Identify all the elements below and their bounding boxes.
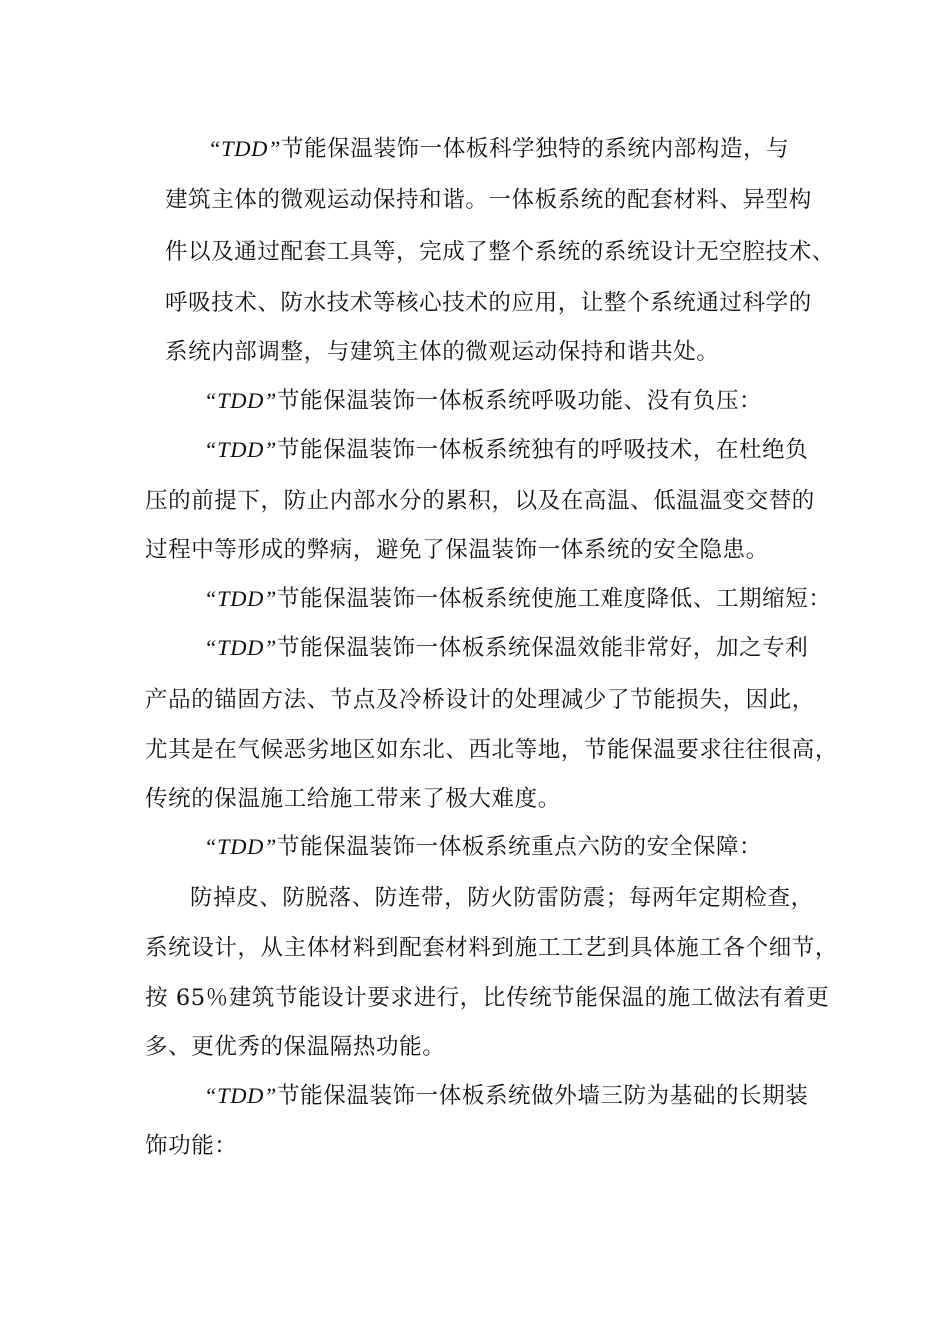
paragraph-3-line-3: 尤其是在气候恶劣地区如东北、西北等地，节能保温要求往往很高， [145, 737, 839, 763]
text-run: 节能保温装饰一体板科学独特的系统内部构造，与 [281, 136, 790, 162]
paragraph-4-line-2: 系统设计，从主体材料到配套材料到施工工艺到具体施工各个细节， [145, 935, 839, 961]
text-run: 节能保温装饰一体板系统呼吸功能、没有负压： [277, 388, 763, 414]
text-run: 节能保温装饰一体板系统做外墙三防为基础的长期装 [277, 1083, 809, 1109]
paragraph-3-line-1 [204, 632, 808, 664]
section-heading-3 [204, 831, 762, 863]
tdd-term: “TDD” [204, 1083, 278, 1108]
paragraph-1-line-1 [208, 133, 789, 165]
tdd-term: “TDD” [204, 834, 278, 859]
text-run: 节能保温装饰一体板系统使施工难度降低、工期缩短： [277, 586, 832, 612]
section-heading-2 [204, 583, 831, 615]
paragraph-4-line-3: 按 65％建筑节能设计要求进行，比传统节能保温的施工做法有着更 [145, 985, 830, 1011]
paragraph-1-line-4: 呼吸技术、防水技术等核心技术的应用，让整个系统通过科学的 [165, 290, 812, 316]
tdd-term: “TDD” [208, 136, 282, 161]
paragraph-1-line-3: 件以及通过配套工具等，完成了整个系统的系统设计无空腔技术、 [165, 239, 835, 265]
paragraph-3-line-2: 产品的锚固方法、节点及冷桥设计的处理减少了节能损失，因此， [145, 687, 815, 713]
paragraph-2-line-2: 压的前提下，防止内部水分的累积，以及在高温、低温温变交替的 [145, 488, 815, 514]
tdd-term: “TDD” [204, 635, 278, 660]
paragraph-4-line-1: 防掉皮、防脱落、防连带，防火防雷防震；每两年定期检查， [190, 885, 814, 911]
paragraph-1-line-5: 系统内部调整，与建筑主体的微观运动保持和谐共处。 [165, 339, 720, 365]
tdd-term: “TDD” [204, 437, 278, 462]
section-heading-4-line-1 [204, 1080, 808, 1112]
text-run: 节能保温装饰一体板系统独有的呼吸技术，在杜绝负 [277, 437, 809, 463]
paragraph-1-line-2: 建筑主体的微观运动保持和谐。一体板系统的配套材料、异型构 [165, 187, 812, 213]
paragraph-2-line-3: 过程中等形成的弊病，避免了保温装饰一体系统的安全隐患。 [145, 537, 769, 563]
paragraph-4-line-4: 多、更优秀的保温隔热功能。 [145, 1034, 446, 1060]
paragraph-2-line-1 [204, 434, 808, 466]
section-heading-4-line-2: 饰功能： [145, 1133, 238, 1159]
paragraph-3-line-4: 传统的保温施工给施工带来了极大难度。 [145, 786, 561, 812]
tdd-term: “TDD” [204, 586, 278, 611]
tdd-term: “TDD” [204, 388, 278, 413]
text-run: 节能保温装饰一体板系统重点六防的安全保障： [277, 834, 763, 860]
text-run: 节能保温装饰一体板系统保温效能非常好，加之专利 [277, 635, 809, 661]
section-heading-1 [204, 385, 762, 417]
